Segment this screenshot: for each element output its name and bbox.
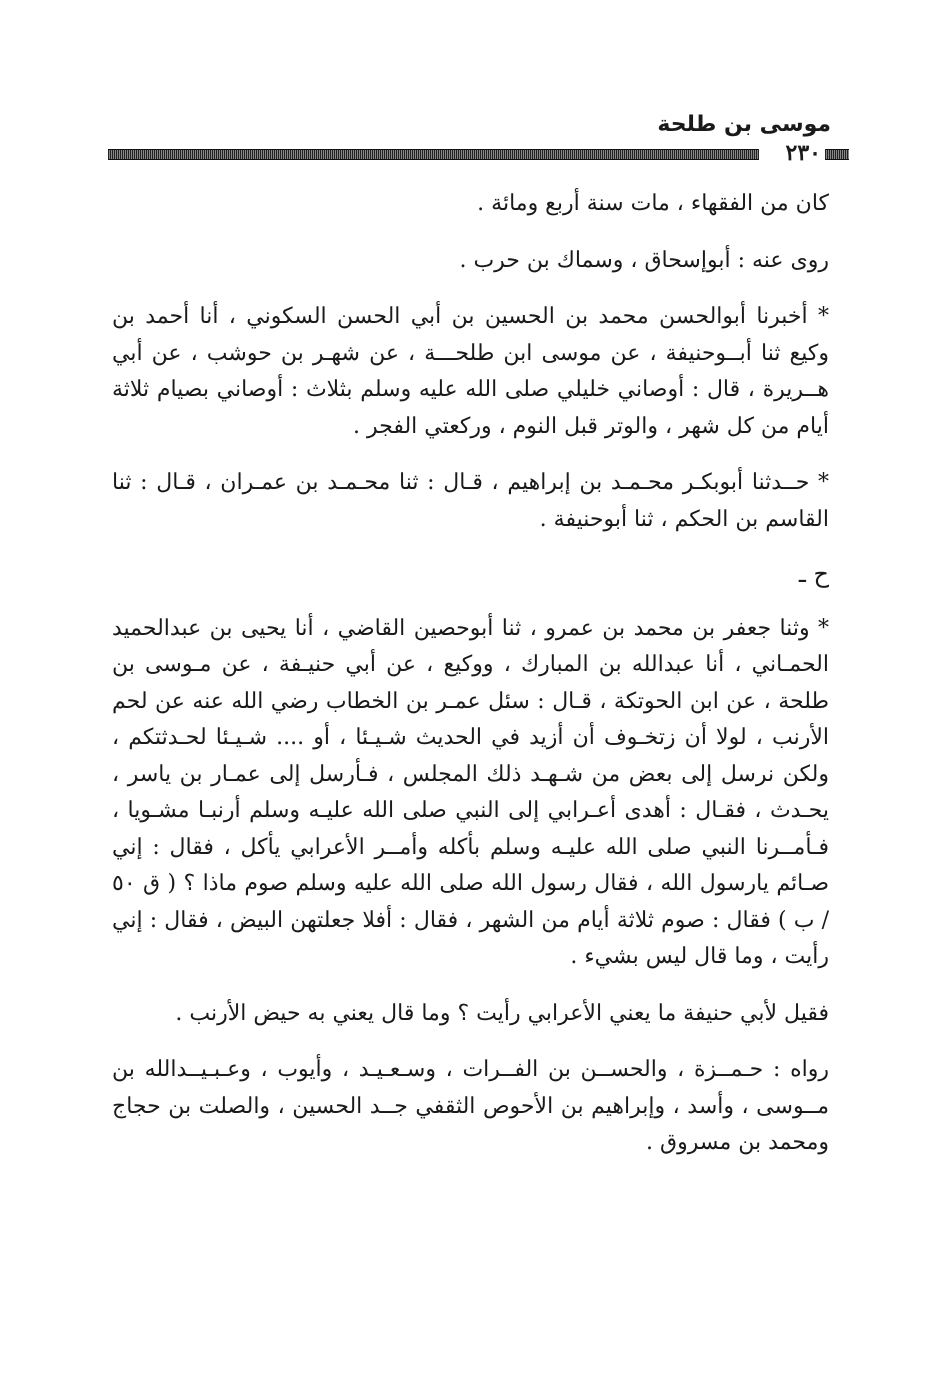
paragraph-question: فقيل لأبي حنيفة ما يعني الأعرابي رأيت ؟ وما قال يعني به حيض الأرنب . [175, 1000, 829, 1026]
header-rule [108, 140, 849, 166]
paragraph-hadith-1: * أخبرنا أبوالحسن محمد بن الحسين بن أبي الحسن السكوني ، أنا أحمد بن وكيع ثنا أبــوحنيفة ، عن موسى ابن طلحـــة ، عن شهـر بن حوشب ، عن أبي هــريرة ، قال : أوصاني خليلي صلى الله عليه وسلم بثلاث : أوصاني بصيام ثلاثة أيام من كل شهر ، والوتر قبل النوم ، وركعتي الفجر . [112, 304, 829, 439]
paragraph-tahwil-marker: ح ـ [798, 560, 829, 588]
paragraph-biography: كان من الفقهاء ، مات سنة أربع ومائة . [477, 191, 829, 216]
header-rule-long [108, 149, 759, 160]
page-number: ٢٣٠ [785, 140, 821, 166]
paragraph-narrators-from-him: روى عنه : أبوإسحاق ، وسماك بن حرب . [459, 247, 829, 273]
running-title: موسى بن طلحة [657, 112, 831, 137]
header-rule-short [825, 149, 849, 160]
paragraph-hadith-2-text: * وثنا جعفر بن محمد بن عمرو ، ثنا أبوحصين القاضي ، أنا يحيى بن عبدالحميد الحمـاني ، أنا عبدالله بن المبارك ، ووكيع ، عن أبي حنيـفة ، عن مـوسى بن طلحة ، عن ابن الحوتكة ، قـال : سئل عمـر بن الخطاب رضي الله عنه عن لحم الأرنب ، لولا أن زتخـوف أن أزيد في الحديث شـيـئا ، أو .... شـيـئا لحـدثتكم ، ولكن نرسل إلى بعض من شـهـد ذلك المجلس ، فـأرسل إلى عمـار بن ياسر ، يحـدث ، فقـال : أهدى أعـرابي إلى النبي صلى الله عليـه وسلم أرنبـا مشـويا ، فـأمــرنا النبي صلى الله عليـه وسلم بأكله وأمــر الأعرابي يأكل ، فقال : إني صـائم يارسول الله ، فقال رسول الله صلى الله عليه وسلم صوم ماذا ؟ ( ق ٥٠ / ب ) فقال : صوم ثلاثة أيام من الشهر ، فقال : أفلا جعلتهن البيض ، فقال : إني رأيت ، وما قال ليس بشيء . [112, 615, 829, 969]
body-text [112, 186, 829, 1182]
paragraph-narrators: رواه : حـمــزة ، والحســن بن الفــرات ، وسـعـيـد ، وأيوب ، وعـبـيــدالله بن مــوسى ، وأسد ، وإبراهيم بن الأحوص الثقفي جــد الحسين ، والصلت بن حجاج ومحمد بن مسروق . [112, 1057, 829, 1155]
paragraph-hadith-2-chain: * حــدثنا أبوبكـر محـمـد بن إبراهيم ، قـال : ثنا محـمـد بن عمـران ، قـال : ثنا القاسم بن الحكم ، ثنا أبوحنيفة . [112, 470, 829, 532]
